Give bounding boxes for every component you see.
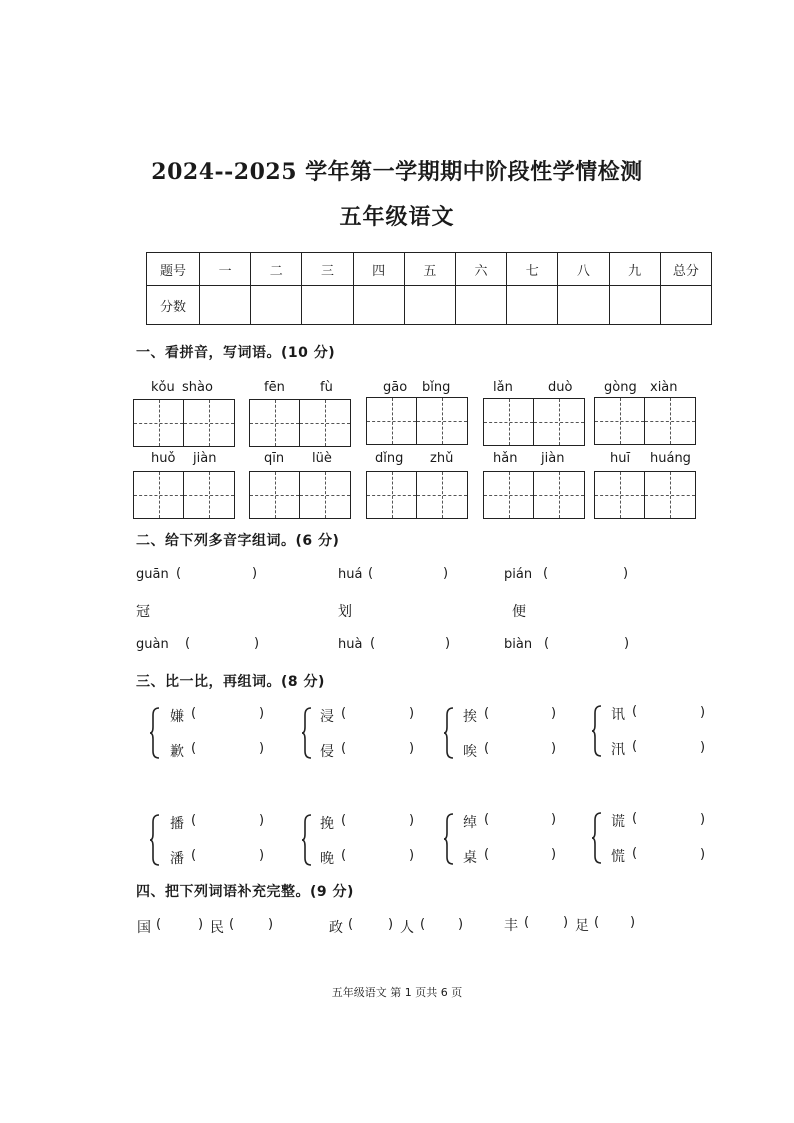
- paren-close: ): [259, 741, 265, 756]
- page-footer: 五年级语文 第 1 页共 6 页: [331, 986, 463, 999]
- score-header-cell: 题号: [147, 253, 200, 286]
- polyphone-reading: biàn: [504, 637, 533, 652]
- compare-char: 挽: [320, 816, 334, 832]
- pinyin: duò: [548, 380, 573, 395]
- paren-close: ): [551, 847, 557, 862]
- paren-open: (: [484, 706, 490, 721]
- writing-grid[interactable]: [483, 398, 585, 446]
- pinyin: xiàn: [650, 380, 678, 395]
- score-row-label: 分数: [147, 286, 200, 325]
- writing-grid[interactable]: [249, 471, 351, 519]
- compare-char: 嫌: [170, 709, 184, 725]
- paren-open: (: [543, 566, 549, 581]
- score-input-cell[interactable]: [353, 286, 404, 325]
- section-3-heading: 三、比一比，再组词。(8 分): [136, 674, 325, 690]
- compare-char: 慌: [611, 849, 625, 865]
- idiom-char: 政: [329, 920, 343, 936]
- paren-close: ): [268, 917, 274, 932]
- score-input-cell[interactable]: [609, 286, 660, 325]
- paren-close: ): [259, 813, 265, 828]
- pinyin: jiàn: [193, 451, 217, 466]
- paren-open: (: [176, 566, 182, 581]
- score-table-score-row: [147, 286, 712, 325]
- paren-open: (: [229, 917, 235, 932]
- paren-open: (: [191, 741, 197, 756]
- paren-close: ): [443, 566, 449, 581]
- compare-char: 绰: [463, 815, 477, 831]
- score-header-cell: 八: [558, 253, 609, 286]
- brace-icon: [302, 814, 312, 866]
- paren-open: (: [632, 704, 638, 719]
- paren-open: (: [632, 739, 638, 754]
- paren-open: (: [341, 741, 347, 756]
- pinyin: jiàn: [541, 451, 565, 466]
- paren-open: (: [191, 813, 197, 828]
- compare-char: 唉: [463, 744, 477, 760]
- score-input-cell[interactable]: [558, 286, 609, 325]
- paren-open: (: [368, 566, 374, 581]
- section-4-heading: 四、把下列词语补充完整。(9 分): [136, 884, 354, 900]
- paren-open: (: [484, 741, 490, 756]
- score-input-cell[interactable]: [507, 286, 558, 325]
- paren-open: (: [632, 846, 638, 861]
- paren-close: ): [623, 566, 629, 581]
- score-input-cell[interactable]: [251, 286, 302, 325]
- compare-char: 晚: [320, 851, 334, 867]
- score-header-cell: 总分: [660, 253, 711, 286]
- pinyin: hǎn: [493, 451, 518, 466]
- paren-close: ): [700, 847, 706, 862]
- paren-close: ): [563, 915, 569, 930]
- paren-close: ): [551, 706, 557, 721]
- idiom-char: 足: [575, 918, 589, 934]
- paren-close: ): [409, 813, 415, 828]
- score-table-header-row: [147, 253, 712, 286]
- polyphone-reading: guàn: [136, 637, 169, 652]
- compare-char: 挨: [463, 709, 477, 725]
- paren-open: (: [348, 917, 354, 932]
- paren-close: ): [388, 917, 394, 932]
- idiom-char: 国: [137, 920, 151, 936]
- brace-icon: [592, 812, 602, 864]
- score-table: [146, 252, 712, 325]
- writing-grid[interactable]: [594, 471, 696, 519]
- writing-grid[interactable]: [133, 471, 235, 519]
- paren-close: ): [458, 917, 464, 932]
- section-1-heading: 一、看拼音，写词语。(10 分): [136, 345, 336, 361]
- paren-open: (: [341, 706, 347, 721]
- compare-char: 谎: [611, 814, 625, 830]
- brace-icon: [150, 814, 160, 866]
- paren-open: (: [156, 917, 162, 932]
- brace-icon: [444, 813, 454, 865]
- paren-close: ): [624, 636, 630, 651]
- paren-open: (: [594, 915, 600, 930]
- pinyin: huǒ: [151, 451, 176, 466]
- pinyin: shào: [182, 380, 213, 395]
- writing-grid[interactable]: [366, 397, 468, 445]
- pinyin: zhǔ: [430, 451, 454, 466]
- paren-open: (: [370, 636, 376, 651]
- polyphone-reading: huà: [338, 637, 363, 652]
- exam-title: 2024--2025 学年第一学期期中阶段性学情检测: [151, 159, 643, 185]
- compare-char: 汛: [611, 742, 625, 758]
- paren-close: ): [700, 740, 706, 755]
- brace-icon: [444, 707, 454, 759]
- paren-close: ): [630, 915, 636, 930]
- polyphone-char: 便: [512, 604, 526, 620]
- score-header-cell: 六: [455, 253, 506, 286]
- score-header-cell: 一: [200, 253, 251, 286]
- polyphone-reading: huá: [338, 567, 363, 582]
- paren-open: (: [191, 706, 197, 721]
- paren-open: (: [484, 847, 490, 862]
- brace-icon: [150, 707, 160, 759]
- brace-icon: [592, 705, 602, 757]
- paren-open: (: [484, 812, 490, 827]
- polyphone-char: 划: [338, 604, 352, 620]
- compare-char: 侵: [320, 744, 334, 760]
- pinyin: huáng: [650, 451, 691, 466]
- compare-char: 歉: [170, 744, 184, 760]
- idiom-char: 民: [210, 920, 224, 936]
- paren-close: ): [409, 706, 415, 721]
- paren-close: ): [252, 566, 258, 581]
- pinyin: kǒu: [151, 380, 175, 395]
- paren-open: (: [524, 915, 530, 930]
- pinyin: lǎn: [493, 380, 513, 395]
- paren-close: ): [409, 848, 415, 863]
- pinyin: fēn: [264, 380, 285, 395]
- paren-close: ): [254, 636, 260, 651]
- score-input-cell[interactable]: [302, 286, 353, 325]
- score-input-cell[interactable]: [660, 286, 711, 325]
- pinyin: gāo: [383, 380, 408, 395]
- paren-close: ): [551, 741, 557, 756]
- score-header-cell: 七: [507, 253, 558, 286]
- paren-close: ): [700, 705, 706, 720]
- compare-char: 潘: [170, 851, 184, 867]
- pinyin: fù: [320, 380, 333, 395]
- exam-subtitle: 五年级语文: [339, 204, 455, 230]
- score-header-cell: 四: [353, 253, 404, 286]
- idiom-char: 人: [400, 920, 414, 936]
- score-header-cell: 五: [404, 253, 455, 286]
- paren-open: (: [420, 917, 426, 932]
- pinyin: lüè: [312, 451, 332, 466]
- paren-close: ): [259, 706, 265, 721]
- polyphone-reading: pián: [504, 567, 533, 582]
- polyphone-char: 冠: [136, 604, 150, 620]
- paren-close: ): [445, 636, 451, 651]
- paren-open: (: [341, 848, 347, 863]
- score-input-cell[interactable]: [404, 286, 455, 325]
- compare-char: 播: [170, 816, 184, 832]
- score-header-cell: 九: [609, 253, 660, 286]
- pinyin: dǐng: [375, 451, 404, 466]
- pinyin: gòng: [604, 380, 637, 395]
- paren-open: (: [632, 811, 638, 826]
- score-header-cell: 三: [302, 253, 353, 286]
- pinyin: bǐng: [422, 380, 451, 395]
- score-header-cell: 二: [251, 253, 302, 286]
- paren-open: (: [341, 813, 347, 828]
- score-input-cell[interactable]: [200, 286, 251, 325]
- writing-grid[interactable]: [483, 471, 585, 519]
- writing-grid[interactable]: [594, 397, 696, 445]
- compare-char: 浸: [320, 709, 334, 725]
- compare-char: 桌: [463, 850, 477, 866]
- compare-char: 讯: [611, 707, 625, 723]
- paren-close: ): [259, 848, 265, 863]
- section-2-heading: 二、给下列多音字组词。(6 分): [136, 533, 340, 549]
- writing-grid[interactable]: [366, 471, 468, 519]
- idiom-char: 丰: [504, 918, 518, 934]
- paren-close: ): [700, 812, 706, 827]
- paren-close: ): [551, 812, 557, 827]
- brace-icon: [302, 707, 312, 759]
- pinyin: huī: [610, 451, 631, 466]
- polyphone-reading: guān: [136, 567, 169, 582]
- paren-close: ): [198, 917, 204, 932]
- writing-grid[interactable]: [249, 399, 351, 447]
- paren-open: (: [191, 848, 197, 863]
- paren-open: (: [544, 636, 550, 651]
- paren-close: ): [409, 741, 415, 756]
- paren-open: (: [185, 636, 191, 651]
- writing-grid[interactable]: [133, 399, 235, 447]
- score-input-cell[interactable]: [455, 286, 506, 325]
- pinyin: qīn: [264, 451, 285, 466]
